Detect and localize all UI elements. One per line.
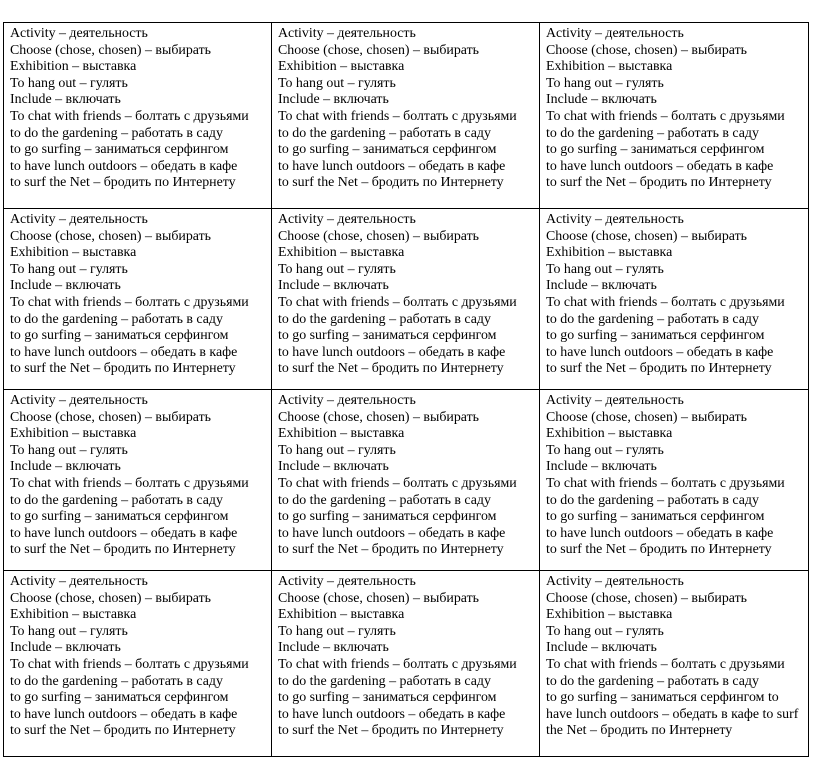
vocab-cell xyxy=(540,209,809,390)
vocab-entry: To hang out – гулять xyxy=(278,75,396,91)
vocab-entry: Exhibition – выставка xyxy=(546,607,673,623)
table-row xyxy=(4,209,809,390)
vocab-entry: Exhibition – выставка xyxy=(10,59,137,75)
vocab-entry: to go surfing – заниматься серфингом xyxy=(546,328,765,344)
vocab-entry: Choose (chose, chosen) – выбирать xyxy=(546,42,747,58)
vocab-entry: Choose (chose, chosen) – выбирать xyxy=(10,590,211,606)
vocab-entry: To hang out – гулять xyxy=(546,442,664,458)
vocab-entry: Exhibition – выставка xyxy=(278,245,405,261)
vocab-entry: To chat with friends – болтать с друзьями xyxy=(10,475,249,491)
vocab-cell xyxy=(272,571,540,757)
vocab-entry: Include – включать xyxy=(546,278,657,294)
vocab-entry: to go surfing – заниматься серфингом to have lunch outdoors – обедать в кафе to surf the Net – бродить по Интернету xyxy=(546,690,799,739)
vocab-entry: to surf the Net – бродить по Интернету xyxy=(278,723,504,739)
vocab-entry: Choose (chose, chosen) – выбирать xyxy=(546,590,747,606)
vocab-entry: Exhibition – выставка xyxy=(278,426,405,442)
vocab-entry: Include – включать xyxy=(278,278,389,294)
vocab-entry: to go surfing – заниматься серфингом xyxy=(10,509,229,525)
vocab-entry: to do the gardening – работать в саду xyxy=(278,125,491,141)
vocab-entry: To chat with friends – болтать с друзьями xyxy=(278,294,517,310)
vocab-entry: to surf the Net – бродить по Интернету xyxy=(10,723,236,739)
vocab-entry: to go surfing – заниматься серфингом xyxy=(546,509,765,525)
vocab-entry: Activity – деятельность xyxy=(546,393,684,408)
vocab-entry: to do the gardening – работать в саду xyxy=(10,673,223,689)
vocab-entry: Include – включать xyxy=(546,640,657,656)
vocab-entry: Include – включать xyxy=(10,459,121,475)
vocab-entry: to go surfing – заниматься серфингом xyxy=(10,328,229,344)
vocab-entry: to go surfing – заниматься серфингом xyxy=(278,328,497,344)
vocab-entry: to have lunch outdoors – обедать в кафе xyxy=(278,525,506,541)
vocab-entry: To chat with friends – болтать с друзьями xyxy=(546,294,785,310)
vocab-entry: to do the gardening – работать в саду xyxy=(278,311,491,327)
vocab-entry: Exhibition – выставка xyxy=(10,607,137,623)
vocab-entry: Include – включать xyxy=(278,640,389,656)
vocab-entry: to surf the Net – бродить по Интернету xyxy=(278,542,504,558)
vocab-entry: To hang out – гулять xyxy=(10,623,128,639)
vocab-entry: Include – включать xyxy=(278,92,389,108)
table-row xyxy=(4,23,809,209)
vocab-entry: Exhibition – выставка xyxy=(278,59,405,75)
vocab-entry: to do the gardening – работать в саду xyxy=(10,492,223,508)
vocab-entry: Activity – деятельность xyxy=(278,574,416,589)
vocab-entry: Choose (chose, chosen) – выбирать xyxy=(278,409,479,425)
vocab-entry: to have lunch outdoors – обедать в кафе xyxy=(10,158,238,174)
vocab-entry: to have lunch outdoors – обедать в кафе xyxy=(278,344,506,360)
vocab-entry: Include – включать xyxy=(546,92,657,108)
vocab-cell xyxy=(540,390,809,571)
table-row xyxy=(4,390,809,571)
vocab-entry: Activity – деятельность xyxy=(546,574,684,589)
vocab-entry: To hang out – гулять xyxy=(546,75,664,91)
vocab-entry: Choose (chose, chosen) – выбирать xyxy=(10,409,211,425)
vocab-entry: Activity – деятельность xyxy=(546,212,684,227)
vocab-entry: to have lunch outdoors – обедать в кафе xyxy=(546,344,774,360)
vocab-entry: Include – включать xyxy=(546,459,657,475)
vocab-entry: Include – включать xyxy=(10,92,121,108)
vocab-entry: to have lunch outdoors – обедать в кафе xyxy=(278,706,506,722)
vocab-entry: Include – включать xyxy=(10,640,121,656)
vocab-entry: Activity – деятельность xyxy=(278,393,416,408)
vocab-cell xyxy=(4,571,272,757)
vocab-entry: to surf the Net – бродить по Интернету xyxy=(546,542,772,558)
vocab-entry: to do the gardening – работать в саду xyxy=(546,125,759,141)
vocab-entry: Exhibition – выставка xyxy=(546,59,673,75)
table-row xyxy=(4,571,809,757)
vocab-cell xyxy=(272,23,540,209)
vocab-entry: To chat with friends – болтать с друзьями xyxy=(546,108,785,124)
vocab-entry: To hang out – гулять xyxy=(546,623,664,639)
vocab-entry: to go surfing – заниматься серфингом xyxy=(546,142,765,158)
vocab-entry: to go surfing – заниматься серфингом xyxy=(10,690,229,706)
vocab-entry: to have lunch outdoors – обедать в кафе xyxy=(546,525,774,541)
vocab-entry: To chat with friends – болтать с друзьями xyxy=(10,108,249,124)
vocab-entry: to have lunch outdoors – обедать в кафе xyxy=(546,158,774,174)
vocab-entry: To hang out – гулять xyxy=(278,442,396,458)
vocab-entry: To hang out – гулять xyxy=(546,261,664,277)
vocab-entry: Activity – деятельность xyxy=(10,212,148,227)
vocab-entry: Include – включать xyxy=(278,459,389,475)
vocab-entry: To chat with friends – болтать с друзьями xyxy=(10,656,249,672)
vocab-entry: to go surfing – заниматься серфингом xyxy=(10,142,229,158)
vocab-entry: Choose (chose, chosen) – выбирать xyxy=(10,42,211,58)
vocab-entry: Choose (chose, chosen) – выбирать xyxy=(278,228,479,244)
vocab-entry: To hang out – гулять xyxy=(10,261,128,277)
vocab-entry: Activity – деятельность xyxy=(278,26,416,41)
vocab-entry: to have lunch outdoors – обедать в кафе xyxy=(10,706,238,722)
vocab-entry: to go surfing – заниматься серфингом xyxy=(278,690,497,706)
vocab-entry: to have lunch outdoors – обедать в кафе xyxy=(10,525,238,541)
vocab-entry: Activity – деятельность xyxy=(546,26,684,41)
vocab-entry: To hang out – гулять xyxy=(278,261,396,277)
vocab-entry: to surf the Net – бродить по Интернету xyxy=(10,175,236,191)
vocab-cell xyxy=(272,390,540,571)
vocab-entry: to do the gardening – работать в саду xyxy=(546,673,759,689)
vocab-entry: Exhibition – выставка xyxy=(546,426,673,442)
vocab-entry: Activity – деятельность xyxy=(278,212,416,227)
vocab-entry: To chat with friends – болтать с друзьями xyxy=(546,475,785,491)
vocab-entry: To chat with friends – болтать с друзьями xyxy=(10,294,249,310)
vocab-entry: to do the gardening – работать в саду xyxy=(546,311,759,327)
vocab-cell xyxy=(4,209,272,390)
vocab-entry: To chat with friends – болтать с друзьями xyxy=(278,475,517,491)
vocabulary-table xyxy=(3,22,809,757)
vocab-entry: Choose (chose, chosen) – выбирать xyxy=(278,590,479,606)
vocab-entry: To chat with friends – болтать с друзьями xyxy=(278,108,517,124)
vocab-entry: to surf the Net – бродить по Интернету xyxy=(278,361,504,377)
vocab-entry: Choose (chose, chosen) – выбирать xyxy=(278,42,479,58)
vocab-entry: to do the gardening – работать в саду xyxy=(278,673,491,689)
vocab-cell xyxy=(540,23,809,209)
vocab-entry: To chat with friends – болтать с друзьями xyxy=(278,656,517,672)
vocab-entry: Exhibition – выставка xyxy=(546,245,673,261)
vocab-cell xyxy=(4,23,272,209)
vocab-entry: to surf the Net – бродить по Интернету xyxy=(546,175,772,191)
vocab-entry: to go surfing – заниматься серфингом xyxy=(278,509,497,525)
vocab-cell xyxy=(272,209,540,390)
vocab-entry: Activity – деятельность xyxy=(10,26,148,41)
vocab-entry: to have lunch outdoors – обедать в кафе xyxy=(10,344,238,360)
vocab-entry: To chat with friends – болтать с друзьями xyxy=(546,656,785,672)
vocab-entry: to do the gardening – работать в саду xyxy=(10,311,223,327)
vocab-cell xyxy=(540,571,809,757)
vocab-entry: Exhibition – выставка xyxy=(10,426,137,442)
vocab-entry: Activity – деятельность xyxy=(10,393,148,408)
vocab-entry: to surf the Net – бродить по Интернету xyxy=(10,542,236,558)
vocab-entry: to have lunch outdoors – обедать в кафе xyxy=(278,158,506,174)
vocab-entry: Choose (chose, chosen) – выбирать xyxy=(546,228,747,244)
vocab-entry: To hang out – гулять xyxy=(10,75,128,91)
vocab-entry: to surf the Net – бродить по Интернету xyxy=(546,361,772,377)
vocab-entry: Exhibition – выставка xyxy=(10,245,137,261)
vocab-entry: Activity – деятельность xyxy=(10,574,148,589)
vocab-entry: Choose (chose, chosen) – выбирать xyxy=(10,228,211,244)
vocab-entry: Exhibition – выставка xyxy=(278,607,405,623)
vocab-entry: Choose (chose, chosen) – выбирать xyxy=(546,409,747,425)
vocab-entry: To hang out – гулять xyxy=(278,623,396,639)
vocab-entry: to surf the Net – бродить по Интернету xyxy=(278,175,504,191)
vocab-entry: to do the gardening – работать в саду xyxy=(10,125,223,141)
vocab-entry: to go surfing – заниматься серфингом xyxy=(278,142,497,158)
vocab-entry: to do the gardening – работать в саду xyxy=(546,492,759,508)
vocab-entry: to do the gardening – работать в саду xyxy=(278,492,491,508)
vocab-cell xyxy=(4,390,272,571)
vocab-entry: To hang out – гулять xyxy=(10,442,128,458)
vocab-entry: Include – включать xyxy=(10,278,121,294)
vocab-entry: to surf the Net – бродить по Интернету xyxy=(10,361,236,377)
